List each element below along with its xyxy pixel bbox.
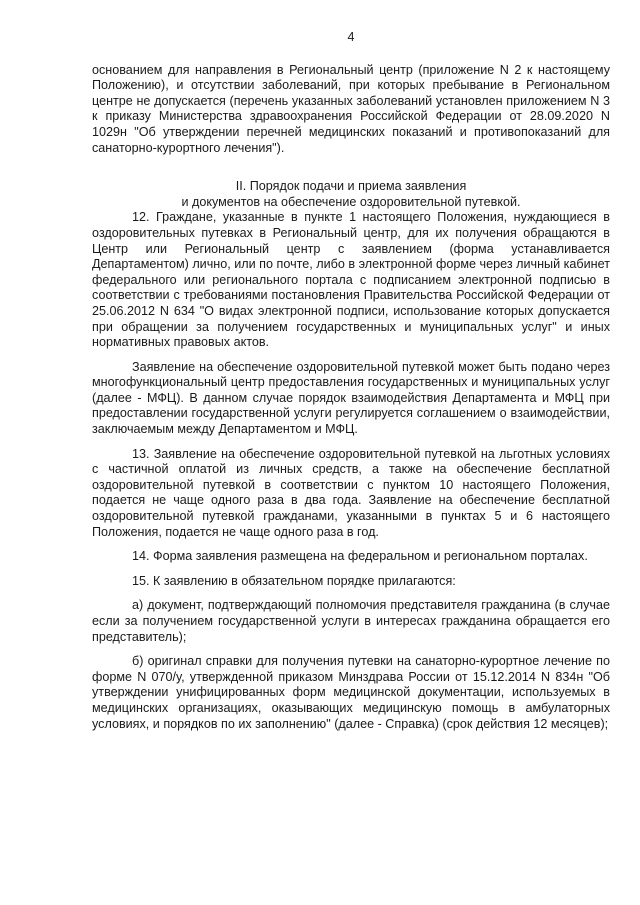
paragraph-13: 13. Заявление на обеспечение оздоровительной путевкой на льготных условиях с частичной оплатой из личных средств, а также на обеспечение бесплатной оздоровительной путевкой в соответствии с пунктом 10 настоящего Положения, подается не чаще одного раза в два года. Заявление на обеспечение бесплатной оздоровительной путевкой гражданами, указанными в пунктах 5 и 6 настоящего Положения, подается не чаще одного раза в год. <box>92 446 610 539</box>
paragraph-14: 14. Форма заявления размещена на федеральном и региональном порталах. <box>132 549 588 564</box>
paragraph-15-b: б) оригинал справки для получения путевки на санаторно-курортное лечение по форме N 070/у, утвержденной приказом Минздрава России от 15.12.2014 N 834н "Об утверждении унифицированных форм медицинской документации, используемых в медицинских организациях, оказывающих медицинскую помощь в амбулаторных условиях, и порядков по их заполнению" (далее - Справка) (срок действия 12 месяцев); <box>92 654 610 731</box>
page-number: 4 <box>347 30 355 44</box>
section-heading-line-2: и документов на обеспечение оздоровительной путевкой. <box>181 194 521 209</box>
paragraph-12: 12. Граждане, указанные в пункте 1 настоящего Положения, нуждающиеся в оздоровительных путевках в Региональный центр, для их получения обращаются в Центр или Региональный центр с заявлением (форма устанавливается Департаментом) лично, или по почте, либо в электронной форме через личный кабинет федерального или регионального портала с подписанием электронной подписью в соответствии с требованиями постановления Правительства Российской Федерации от 25.06.2012 N 634 "О видах электронной подписи, использование которых допускается при обращении за получением государственных и муниципальных услуг" и иных нормативных правовых актов. <box>92 210 610 350</box>
paragraph-15-a: а) документ, подтверждающий полномочия представителя гражданина (в случае если за получением государственной услуги в интересах гражданина обращается его представитель); <box>92 598 610 644</box>
paragraph-12-continued: Заявление на обеспечение оздоровительной путевкой может быть подано через многофункциональный центр предоставления государственных и муниципальных услуг (далее - МФЦ). В данном случае порядок взаимодействия Департамента и МФЦ при предоставлении государственной услуги регулируется соглашением о взаимодействии, заключаемым между Департаментом и МФЦ. <box>92 359 610 437</box>
paragraph-15: 15. К заявлению в обязательном порядке прилагаются: <box>132 573 456 588</box>
section-heading-line-1: II. Порядок подачи и приема заявления <box>235 179 467 194</box>
paragraph-continuation: основанием для направления в Региональный центр (приложение N 2 к настоящему Положению), и отсутствии заболеваний, при которых пребывание в Региональном центре не допускается (перечень указанных заболеваний установлен приложением N 3 к приказу Министерства здравоохранения Российской Федерации от 28.09.2020 N 1029н "Об утверждении перечней медицинских показаний и противопоказаний для санаторно-курортного лечения"). <box>92 62 610 155</box>
